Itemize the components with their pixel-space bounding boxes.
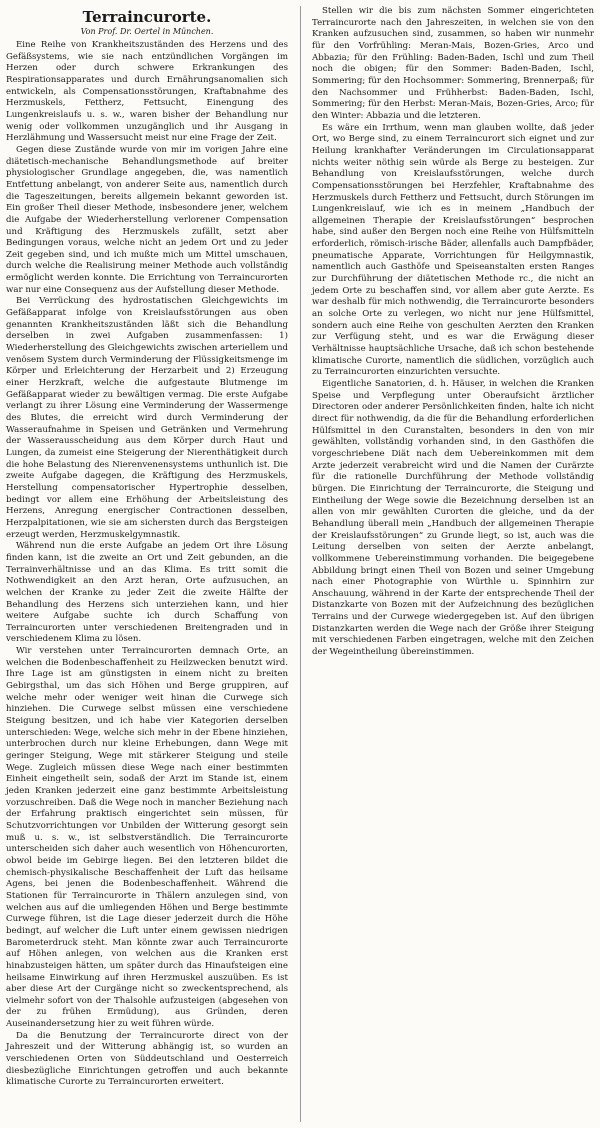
- right-column: [312, 6, 594, 659]
- paragraph: Bei Verrückung des hydrostatischen Gleichgewichts im Gefäßapparat infolge von Kreislaufsstörungen aus oben genannten Krankheitszuständen läßt sich die Behandlung derselben in zwei Aufgaben zusammenfassen: 1) Wiederherstellung des Gleichgewichts zwischen arteriellem und venösem System durch Verminderung der Flüssigkeitsmenge im Körper und Erleichterung der Herzarbeit und 2) Erzeugung einer Herzkraft, welche die aufgestaute Blutmenge im Gefäßapparat wieder zu bewältigen vermag. Die erste Aufgabe verlangt zu ihrer Lösung eine Verminderung der Wassermenge des Blutes, die erreicht wird durch Verminderung der Wasseraufnahme in Speisen und Getränken und Vermehrung der Wasserausscheidung aus dem Körper durch Haut und Lungen, da zumeist eine Steigerung der Nierenthätigkeit durch die hohe Belastung des Nierenvenensystems unthunlich ist. Die zweite Aufgabe dagegen, die Kräftigung des Herzmuskels, Herstellung compensatorischer Hypertrophie desselben, bedingt vor allem eine Erhöhung der Arbeitsleistung des Herzens, Anregung energischer Contractionen desselben, Herzpalpitationen, wie sie am sichersten durch das Bergsteigen erzeugt werden, Herzmuskelgymnastik.: [6, 296, 288, 540]
- paragraph: Eine Reihe von Krankheitszuständen des Herzens und des Gefäßsystems, wie sie nach entzündlichen Vorgängen im Herzen oder durch schwere Erkrankungen des Respirationsapparates und durch Ernährungsanomalien sich entwickeln, als Compensationsstörungen, Kraftabnahme des Herzmuskels, Fettherz, Fettsucht, Einengung des Lungenkreislaufs u. s. w., waren bisher der Behandlung nur wenig oder vollkommen unzugänglich und ihr Ausgang in Herzlähmung und Wassersucht meist nur eine Frage der Zeit.: [6, 40, 288, 144]
- article-title: Terraincurorte.: [82, 8, 212, 26]
- paragraph: Gegen diese Zustände wurde von mir im vorigen Jahre eine diätetisch-mechanische Behandlungsmethode auf breiter physiologischer Grundlage angegeben, die, was namentlich Entfettung anbelangt, von anderer Seite aus, namentlich durch die Tageszeitungen, bereits allgemein bekannt geworden ist. Ein großer Theil dieser Methode, insbesondere jener, welchem die Aufgabe der Wiederherstellung verlorener Compensation und Kräftigung des Herzmuskels zufällt, setzt aber Bedingungen voraus, welche nicht an jedem Ort und zu jeder Zeit gegeben sind, und ich mußte mich um Mittel umschauen, durch welche die Realisirung meiner Methode auch vollständig ermöglicht werden konnte. Die Errichtung von Terraincurorten war nur eine Consequenz aus der Aufstellung dieser Methode.: [6, 144, 288, 295]
- left-column: [6, 6, 288, 1089]
- column-divider: [300, 6, 301, 1122]
- article-byline: Von Prof. Dr. Oertel in München.: [80, 27, 214, 36]
- paragraph: Eigentliche Sanatorien, d. h. Häuser, in welchen die Kranken Speise und Verpflegung unter Oberaufsicht ärztlicher Directoren oder anderer Persönlichkeiten finden, halte ich nicht direct für nothwendig, da die für die Behandlung erforderlichen Hülfsmittel in den Curanstalten, besonders in den von mir gewählten, vollständig vorhanden sind, in den Gasthöfen die vorgeschriebene Diät nach dem Uebereinkommen mit dem Arzte jederzeit verabreicht wird und die Namen der Curärzte für die rationelle Durchführung der Methode vollständig bürgen. Die Einrichtung der Terraincurorte, die Steigung und Eintheilung der Wege sowie die Bezeichnung derselben ist an allen von mir gewählten Curorten die gleiche, und da der Behandlung überall mein „Handbuch der allgemeinen Therapie der Kreislaufsstörungen“ zu Grunde liegt, so ist, auch was die Leitung derselben von seiten der Aerzte anbelangt, vollkommene Uebereinstimmung vorhanden. Die beigegebene Abbildung bringt einen Theil von Bozen und seiner Umgebung nach einer Photographie von Würthle u. Spinnhirn zur Anschauung, während in der Karte der entsprechende Theil der Distanzkarte von Bozen mit der Aufzeichnung des bezüglichen Terrains und der Curwege wiedergegeben ist. Auf den übrigen Distanzkarten werden die Wege nach der Größe ihrer Steigung mit verschiedenen Farben eingetragen, welche mit den Zeichen der Wegeintheilung übereinstimmen.: [312, 379, 594, 658]
- paragraph: Stellen wir die bis zum nächsten Sommer eingerichteten Terraincurorte nach den Jahreszeiten, in welchen sie von den Kranken aufzusuchen sind, zusammen, so haben wir nunmehr für den Vorfrühling: Meran-Mais, Bozen-Gries, Arco und Abbazia; für den Frühling: Baden-Baden, Ischl und zum Theil noch die obigen; für den Sommer: Baden-Baden, Ischl, Sommering; für den Hochsommer: Sommering, Brennerpaß; für den Nachsommer und Frühherbst: Baden-Baden, Ischl, Sommering; für den Herbst: Meran-Mais, Bozen-Gries, Arco; für den Winter: Abbazia und die letzteren.: [312, 6, 594, 121]
- paragraph: Während nun die erste Aufgabe an jedem Ort ihre Lösung finden kann, ist die zweite an Ort und Zeit gebunden, an die Terrainverhältnisse und an das Klima. Es tritt somit die Nothwendigkeit an den Arzt heran, Orte aufzusuchen, an welchen der Kranke zu jeder Zeit die zweite Hälfte der Behandlung des Herzens sich unterziehen kann, und hier weitere Aufgabe suchte ich durch Schaffung von Terraincurorten unter verschiedenen Breitengraden und in verschiedenem Klima zu lösen.: [6, 541, 288, 645]
- paragraph: Da die Benutzung der Terraincurorte direct von der Jahreszeit und der Witterung abhängig ist, so wurden an verschiedenen Orten von Süddeutschland und Oesterreich diesbezügliche Einrichtungen getroffen und auch bekannte klimatische Curorte zu Terraincurorten erweitert.: [6, 1030, 288, 1088]
- paragraph: Es wäre ein Irrthum, wenn man glauben wollte, daß jeder Ort, wo Berge sind, zu einem Terraincurort sich eignet und zur Heilung krankhafter Veränderungen im Circulationsapparat nichts weiter nöthig sein würde als Berge zu besteigen. Zur Behandlung von Kreislaufsstörungen, welche durch Compensationsstörungen bei Herzfehler, Kraftabnahme des Herzmuskels durch Fettherz und Fettsucht, durch Störungen im Lungenkreislauf, wie ich es in meinem „Handbuch der allgemeinen Therapie der Kreislaufsstörungen“ besprochen habe, sind außer den Bergen noch eine Reihe von Hülfsmitteln erforderlich, römisch-irische Bäder, allenfalls auch Dampfbäder, pneumatische Apparate, Vorrichtungen für Heilgymnastik, namentlich auch Gasthöfe und Speiseanstalten ersten Ranges zur Durchführung der diätetischen Methode rc., die nicht an jedem Orte zu beschaffen sind, vor allem aber gute Aerzte. Es war deshalb für mich nothwendig, die Terraincurorte besonders an solche Orte zu verlegen, wo nicht nur jene Hülfsmittel, sondern auch eine Reihe von geschulten Aerzten den Kranken zur Verfügung steht, und es war die Erwägung dieser Verhältnisse hauptsächliche Ursache, daß ich schon bestehende klimatische Curorte, namentlich die südlichen, vorzüglich auch zu Terraincurorten einzurichten versuchte.: [312, 122, 594, 378]
- paragraph: Wir verstehen unter Terraincurorten demnach Orte, an welchen die Bodenbeschaffenheit zu Heilzwecken benutzt wird. Ihre Lage ist am günstigsten in einem nicht zu breiten Gebirgsthal, um das sich Höhen und Berge gruppiren, auf welche mehr oder weniger weit hinan die Curwege sich hinziehen. Die Curwege selbst müssen eine verschiedene Steigung besitzen, und ich habe vier Kategorien derselben unterschieden: Wege, welche sich mehr in der Ebene hinziehen, unterbrochen durch nur kleine Erhebungen, dann Wege mit geringer Steigung, Wege mit stärkerer Steigung und steile Wege. Zugleich müssen diese Wege nach einer bestimmten Einheit eingetheilt sein, sodaß der Arzt im Stande ist, einem jeden Kranken jederzeit eine ganz bestimmte Arbeitsleistung vorzuschreiben. Daß die Wege noch in mancher Beziehung nach der Erfahrung praktisch eingerichtet sein müssen, für Schutzvorrichtungen vor Unbilden der Witterung gesorgt sein muß u. s. w., ist selbstverständlich. Die Terraincurorte unterscheiden sich daher auch wesentlich von Höhencurorten, obwol beide im Gebirge liegen. Bei den letzteren bildet die chemisch-physikalische Beschaffenheit der Luft das heilsame Agens, bei jenen die Bodenbeschaffenheit. Während die Stationen für Terraincurorte in Thälern anzulegen sind, von welchen aus auf die umliegenden Höhen und Berge bestimmte Curwege führen, ist die Lage dieser jederzeit durch die Höhe bedingt, auf welcher die Luft unter einem gewissen niedrigen Barometerdruck steht. Man könnte zwar auch Terraincurorte auf Höhen anlegen, von welchen aus die Kranken erst hinabzusteigen hätten, um später durch das Hinaufsteigen eine heilsame Einwirkung auf ihren Herzmuskel auszuüben. Es ist aber diese Art der Curgänge nicht so zweckentsprechend, als vielmehr sofort von der Thalsohle aufzusteigen (abgesehen von der zu frühen Ermüdung), aus Gründen, deren Auseinandersetzung hier zu weit führen würde.: [6, 646, 288, 1030]
